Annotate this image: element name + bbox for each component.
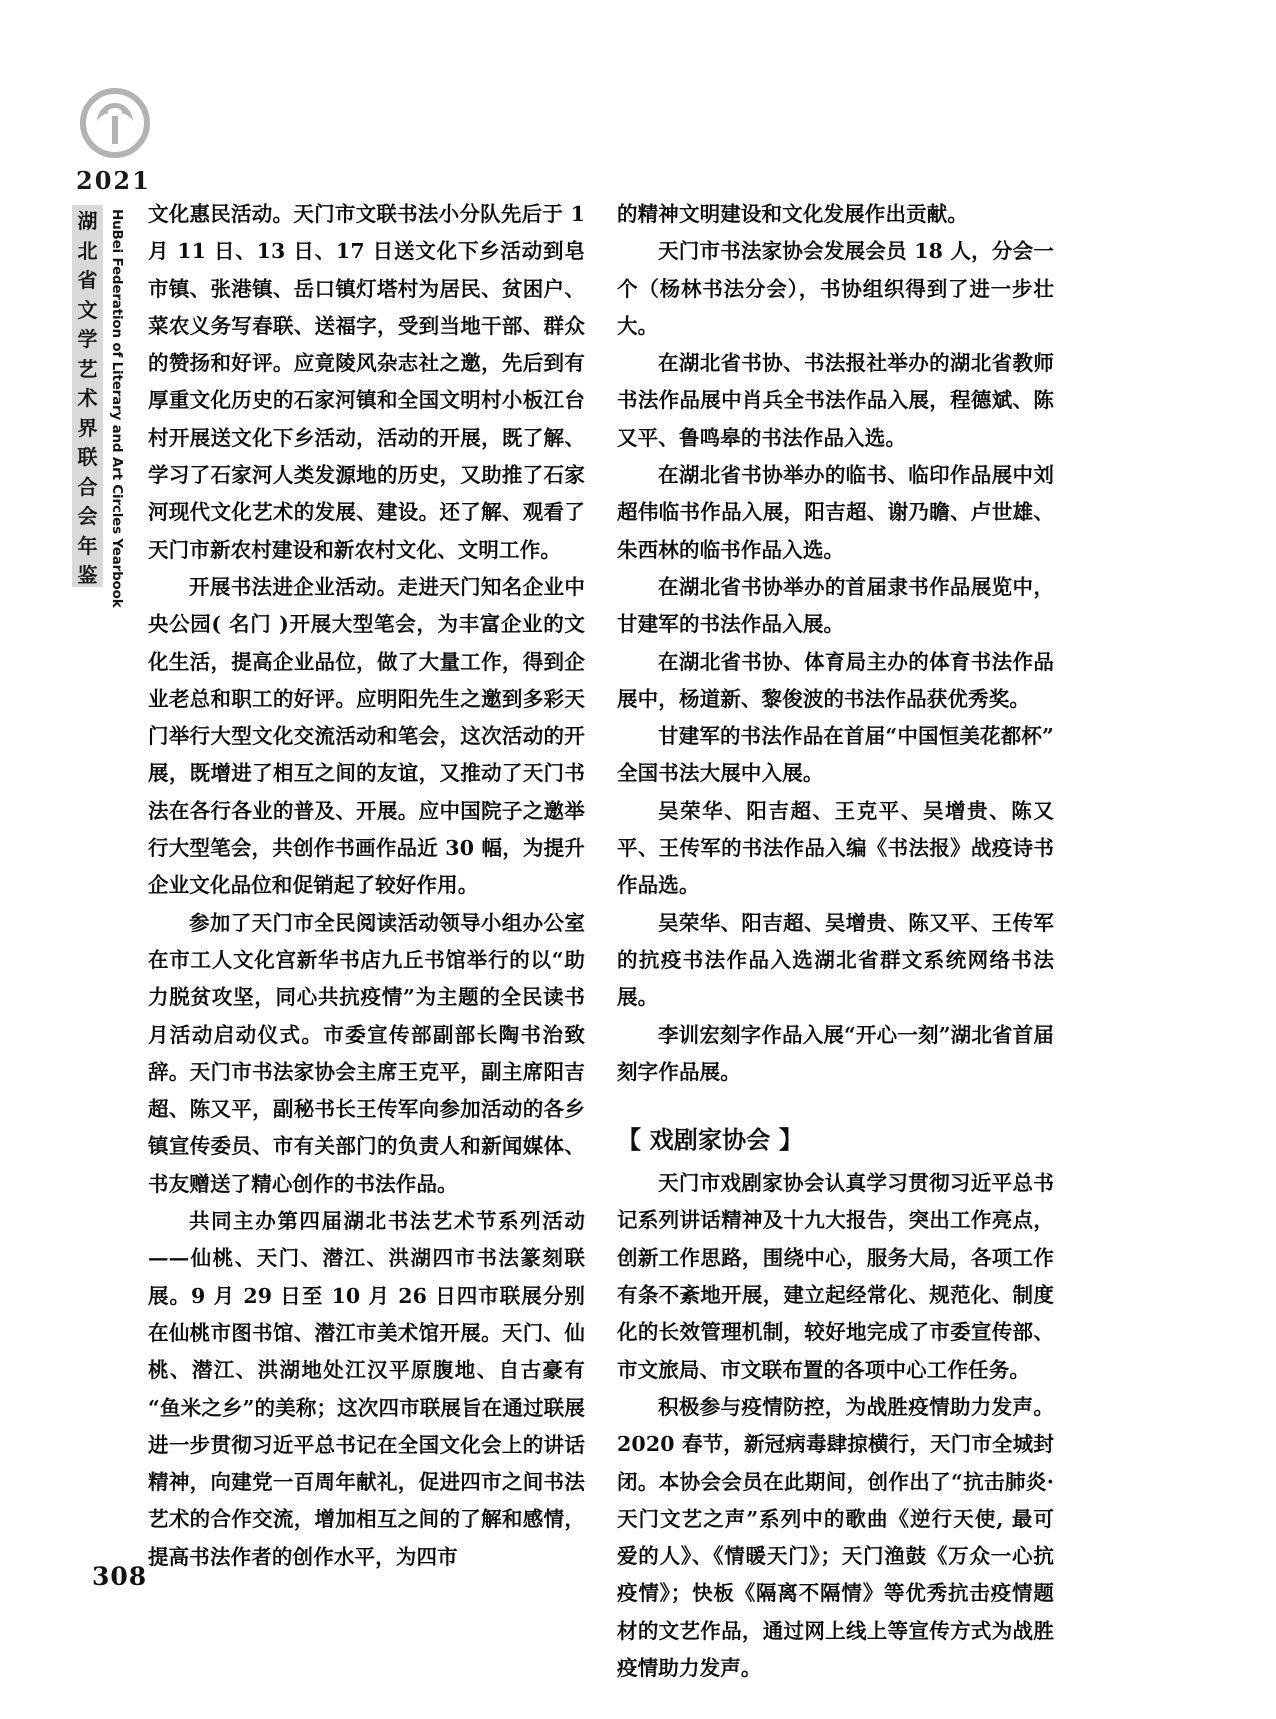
left-column-paragraph: 文化惠民活动。天门市文联书法小分队先后于 1 月 11 日、13 日、17 日送文化下乡活动到皂市镇、张港镇、岳口镇灯塔村为居民、贫困户、菜农义务写春联、送福字，受到当地干部、群众的赞扬和好评。应竟陵风杂志社之邀，先后到有厚重文化历史的石家河镇和全国文明村小板江台村开展送文化下乡活动，活动的开展，既了解、学习了石家河人类发源地的历史，又助推了石家河现代文化艺术的发展、建设。还了解、观看了天门市新农村建设和新农村文化、文明工作。 [148,202,585,562]
spine-english-title: HuBei Federation of Literary and Art Circles Yearbook [109,209,125,608]
masthead [70,86,190,195]
spine-char: 湖 [77,209,98,233]
right-column-paragraph: 在湖北省书协举办的临书、临印作品展中刘超伟临书作品入展，阳吉超、谢乃瞻、卢世雄、朱西林的临书作品入选。 [617,463,1054,562]
spine-chinese-title [72,205,103,587]
page-folio: 308 [92,1562,148,1591]
right-column-paragraph: 吴荣华、阳吉超、吴增贵、陈又平、王传军的抗疫书法作品入选湖北省群文系统网络书法展。 [617,910,1054,1010]
right-column-paragraph: 天门市书法家协会发展会员 18 人，分会一个（杨林书法分会），书协组织得到了进一步壮大。 [617,239,1054,338]
right-column-paragraph: 李训宏刻字作品入展“开心一刻”湖北省首届刻字作品展。 [617,1022,1054,1084]
spine-char: 会 [77,504,98,528]
spine-char: 鉴 [77,563,98,587]
spine-char: 联 [77,445,98,469]
spine-char: 年 [77,533,98,558]
spine-char: 文 [77,297,98,322]
spine-char: 艺 [77,356,98,381]
spine-char: 北 [77,238,98,263]
spine-char: 学 [77,327,98,351]
right-column-paragraph: 在湖北省书协、体育局主办的体育书法作品展中，杨道新、黎俊波的书法作品获优秀奖。 [617,649,1054,711]
spine-running-head [72,205,138,608]
right-column-paragraph: 在湖北省书协举办的首届隶书作品展览中，甘建军的书法作品入展。 [617,574,1054,637]
body-columns [148,196,1140,1687]
spine-char: 省 [77,268,98,292]
right-column-paragraph: 吴荣华、阳吉超、王克平、吴增贵、陈又平、王传军的书法作品入编《书法报》战疫诗书作品选。 [617,798,1054,898]
left-column-paragraph: 开展书法进企业活动。走进天门知名企业中央公园( 名门 )开展大型笔会，为丰富企业的文化生活，提高企业品位，做了大量工作，得到企业老总和职工的好评。应明阳先生之邀到多彩天门举行大型文化交流活动和笔会，这次活动的开展，既增进了相互之间的友谊，又推动了天门书法在各行各业的普及、开展。应中国院子之邀举行大型笔会，共创作书画作品近 30 幅，为提升企业文化品位和促销起了较好作用。 [148,574,585,898]
right-column-paragraph: 甘建军的书法作品在首届“中国恒美花都杯”全国书法大展中入展。 [617,724,1054,786]
right-column-paragraph: 在湖北省书协、书法报社举办的湖北省教师书法作品展中肖兵全书法作品入展，程德斌、陈又平、鲁鸣皋的书法作品入选。 [617,351,1054,450]
left-column-paragraph: 参加了天门市全民阅读活动领导小组办公室在市工人文化宫新华书店九丘书馆举行的以“助力脱贫攻坚，同心共抗疫情”为主题的全民读书月活动启动仪式。市委宣传部副部长陶书治致辞。天门市书法家协会主席王克平，副主席阳吉超、陈又平，副秘书长王传军向参加活动的各乡镇宣传委员、市有关部门的负责人和新闻媒体、书友赠送了精心创作的书法作品。 [148,910,585,1196]
masthead-year: 2021 [76,166,151,195]
left-column-paragraph: 共同主办第四届湖北书法艺术节系列活动——仙桃、天门、潜江、洪湖四市书法篆刻联展。9 月 29 日至 10 月 26 日四市联展分别在仙桃市图书馆、潜江市美术馆开展。天门、仙桃、潜江、洪湖地处江汉平原腹地、自古豪有“鱼米之乡”的美称；这次四市联展旨在通过联展进一步贯彻习近平总书记在全国文化会上的讲话精神，向建党一百周年献礼，促进四市之间书法艺术的合作交流，增加相互之间的了解和感情，提高书法作者的创作水平，为四市 [148,1209,585,1569]
right-column [617,196,1054,1687]
left-column [148,196,585,1687]
spine-char: 术 [77,386,98,410]
spine-char: 合 [77,474,98,499]
right-column-paragraph: 的精神文明建设和文化发展作出贡献。 [617,202,969,226]
yearbook-emblem-icon [78,86,152,160]
right-column-section-paragraph: 积极参与疫情防控，为战胜疫情助力发声。2020 春节，新冠病毒肆掠横行，天门市全城封闭。本协会会员在此期间，创作出了“抗击肺炎·天门文艺之声”系列中的歌曲《逆行天使, 最可爱的人》、《情暖天门》；天门渔鼓《万众一心抗疫情》；快板《隔离不隔情》等优秀抗击疫情题材的文艺作品，通过网上线上等宣传方式为战胜疫情助力发声。 [617,1394,1054,1680]
right-column-section-paragraph: 天门市戏剧家协会认真学习贯彻习近平总书记系列讲话精神及十九大报告，突出工作亮点，创新工作思路，围绕中心，服务大局，各项工作有条不紊地开展，建立起经常化、规范化、制度化的长效管理机制，较好地完成了市委宣传部、市文旅局、市文联布置的各项中心工作任务。 [617,1171,1054,1382]
spine-char: 界 [77,415,98,440]
section-heading-drama-association: 【 戏剧家协会 】 [617,1126,804,1155]
